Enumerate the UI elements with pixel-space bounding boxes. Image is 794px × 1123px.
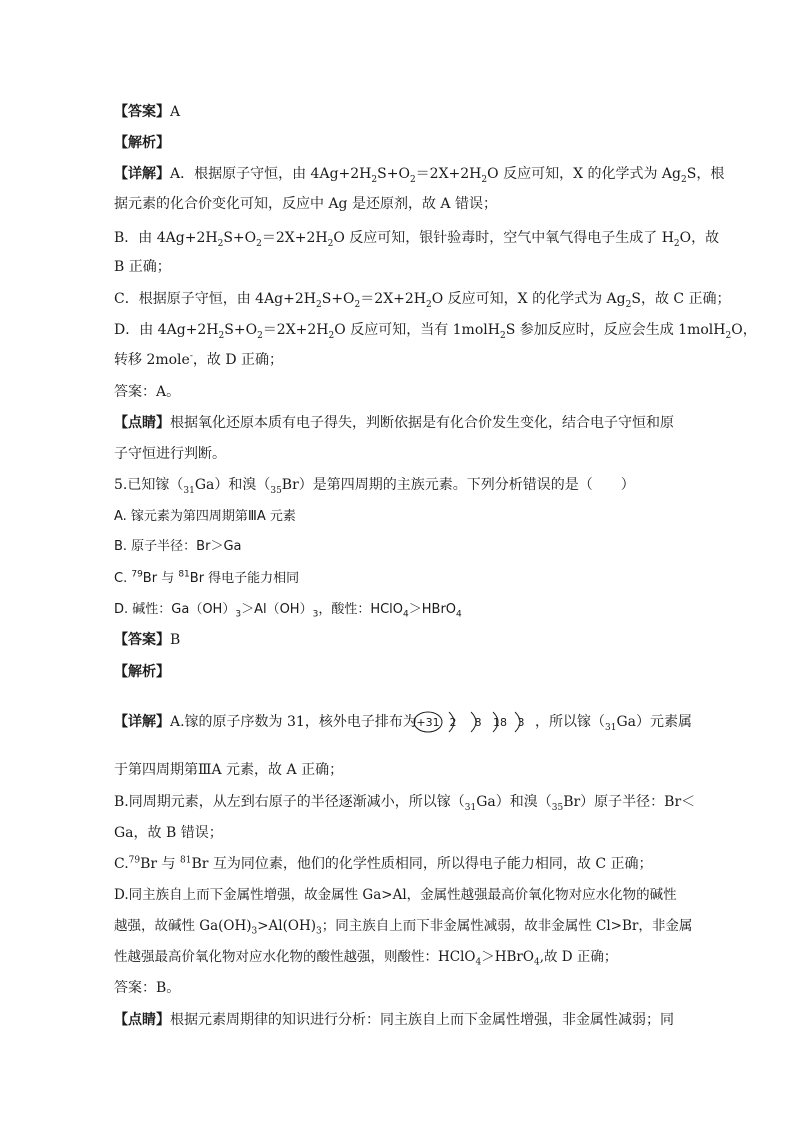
text-fragment: 2	[499, 330, 506, 341]
detail-line-tail	[535, 712, 692, 733]
text-fragment: O 反应可知，X 的化学式为 Ag	[431, 291, 626, 307]
text-fragment: 5.已知镓（	[114, 477, 184, 493]
text-fragment: 3	[316, 926, 322, 937]
final-answer	[114, 978, 684, 998]
text-fragment: 31	[605, 722, 617, 733]
text-fragment: 2	[256, 238, 262, 249]
detail-line	[114, 885, 684, 905]
text-fragment: ＝2X+2H	[261, 230, 328, 246]
final-answer	[114, 382, 684, 402]
text-fragment: 越强，故碱性 Ga(OH)	[114, 918, 252, 934]
text-fragment: A. 镓元素为第四周期第ⅢA 元素	[114, 509, 296, 524]
text-fragment: B．由 4Ag+2H	[114, 230, 218, 246]
text-fragment: Br 互为同位素，他们的化学性质相同，所以得电子能力相同，故 C 正确；	[191, 856, 653, 872]
detail-line	[114, 257, 684, 277]
text-fragment: 于第四周期第ⅢA 元素，故 A 正确；	[114, 762, 344, 778]
detail-line	[114, 164, 725, 185]
text-fragment: S+O	[377, 166, 410, 182]
text-fragment: 答案：A。	[114, 384, 181, 400]
text-fragment: ,故 D 正确；	[539, 949, 618, 965]
text-fragment: 根据元素周期律的知识进行分析：同主族自上而下金属性增强，非金属性减弱；同	[170, 1012, 674, 1028]
text-fragment: 2	[327, 238, 334, 249]
comment-tag: 【点睛】	[114, 415, 170, 431]
shell-count: 8	[474, 716, 482, 729]
text-fragment: ＞Al（OH）	[241, 602, 313, 617]
text-fragment: 81	[180, 855, 192, 866]
text-fragment: 2	[426, 299, 432, 310]
text-fragment: ，所以镓（	[535, 714, 605, 730]
text-fragment: 3	[251, 926, 258, 937]
text-fragment: 2	[481, 174, 488, 185]
text-fragment: 2	[257, 330, 263, 341]
detail-line	[114, 823, 684, 843]
detail-line	[114, 916, 693, 937]
text-fragment: ＝2X+2H	[262, 322, 329, 338]
text-fragment: B.同周期元素，从左到右原子的半径逐渐减小，所以镓（	[114, 794, 465, 810]
text-fragment: S+O	[321, 291, 355, 307]
text-fragment: 81	[178, 569, 190, 580]
text-fragment: 【答案】	[114, 632, 170, 648]
text-fragment: 【解析】	[114, 664, 170, 680]
detail-line	[114, 792, 696, 813]
text-fragment: 根据氧化还原本质有电子得失，判断依据是有化合价发生变化，结合电子守恒和原	[170, 415, 674, 431]
option-b	[114, 537, 684, 557]
option-a	[114, 507, 684, 527]
text-fragment: 2	[354, 299, 361, 310]
text-fragment: C.	[114, 571, 132, 586]
text-fragment: 2	[681, 174, 687, 185]
comment-line	[114, 413, 684, 433]
text-fragment: O，	[731, 322, 757, 338]
text-fragment: A．根据原子守恒，由 4Ag+2H	[170, 166, 372, 182]
detail-line	[114, 350, 684, 370]
text-fragment: O，故	[679, 230, 720, 246]
text-fragment: C.	[114, 856, 129, 872]
text-fragment: -	[189, 351, 193, 362]
detail-line	[114, 760, 684, 780]
text-fragment: 2	[316, 299, 322, 310]
text-fragment: 【解析】	[114, 135, 170, 151]
text-fragment: D.同主族自上而下金属性增强，故金属性 Ga>Al，金属性越强最高价氧化物对应水化物的碱性	[114, 887, 677, 903]
text-fragment: A.镓的原子序数为 31，核外电子排布为	[170, 714, 417, 730]
text-fragment: S，根	[686, 166, 725, 182]
text-fragment: 性越强最高价氧化物对应水化物的酸性越强，则酸性：HClO	[114, 949, 476, 965]
text-fragment: Br 与	[142, 571, 179, 586]
detail-line	[114, 320, 757, 341]
text-fragment: S+O	[223, 230, 257, 246]
answer-line	[114, 102, 684, 122]
text-fragment: 【点睛】	[114, 1012, 170, 1028]
shell-count: 18	[493, 716, 507, 729]
text-fragment: 31	[183, 485, 195, 496]
text-fragment: 31	[464, 802, 477, 813]
shell-count: 3	[517, 716, 525, 729]
text-fragment: 【详解】	[114, 714, 170, 730]
text-fragment: 答案：B。	[114, 980, 181, 996]
detail-line	[114, 228, 720, 249]
text-fragment: 2	[371, 174, 378, 185]
answer-line	[114, 630, 684, 650]
detail-tag: 【详解】	[114, 166, 170, 182]
text-fragment: Ga，故 B 错误；	[114, 825, 223, 841]
electron-shell-diagram	[411, 707, 531, 737]
text-fragment: S+O	[224, 322, 258, 338]
text-fragment: Ga）元素属	[616, 714, 692, 730]
text-fragment: O 反应可知，当有 1molH	[334, 322, 500, 338]
option-c	[114, 569, 684, 589]
detail-line	[114, 194, 684, 214]
text-fragment: 35	[551, 802, 564, 813]
analysis-heading	[114, 133, 684, 153]
text-fragment: 4	[403, 609, 409, 620]
text-fragment: C．根据原子守恒，由 4Ag+2H	[114, 291, 316, 307]
text-fragment: B 正确；	[114, 259, 171, 275]
text-fragment: 4	[533, 957, 540, 968]
text-fragment: 35	[270, 485, 282, 496]
text-fragment: 据元素的化合价变化可知，反应中 Ag 是还原剂，故 A 错误；	[114, 196, 497, 212]
text-fragment: B. 原子半径：Br＞Ga	[114, 539, 242, 554]
text-fragment: 79	[131, 569, 143, 580]
nucleus-label: +31	[416, 716, 440, 729]
text-fragment: 子守恒进行判断。	[114, 446, 226, 462]
text-fragment: Ga）和溴（	[476, 794, 552, 810]
text-fragment: Br 与	[140, 856, 181, 872]
detail-line	[114, 289, 731, 310]
detail-line	[114, 854, 684, 874]
text-fragment: 3	[235, 609, 242, 620]
text-fragment: B	[170, 632, 181, 648]
analysis-heading	[114, 662, 684, 682]
text-fragment: 2	[673, 238, 680, 249]
comment-line	[114, 444, 684, 464]
text-fragment: O 反应可知，银针验毒时，空气中氧气得电子生成了 H	[333, 230, 674, 246]
text-fragment: D. 碱性：Ga（OH）	[114, 602, 236, 617]
text-fragment: Br）是第四周期的主族元素。下列分析错误的是（ ）	[281, 477, 635, 493]
text-fragment: ＞HBrO	[408, 602, 457, 617]
option-d	[114, 600, 684, 620]
text-fragment: ；同主族自上而下非金属性减弱，故非金属性 Cl>Br，非金属	[321, 918, 693, 934]
shell-count: 2	[449, 716, 457, 729]
text-fragment: 2	[328, 330, 335, 341]
text-fragment: S，故 C 正确；	[631, 291, 731, 307]
text-fragment: Ga）和溴（	[194, 477, 271, 493]
text-fragment: 2	[725, 330, 732, 341]
answer-tag: 【答案】	[114, 104, 170, 120]
text-fragment: 4	[456, 609, 462, 620]
text-fragment: 2	[625, 299, 632, 310]
text-fragment: ，故 D 正确；	[192, 352, 283, 368]
text-fragment: 4	[475, 957, 482, 968]
text-fragment: D．由 4Ag+2H	[114, 322, 219, 338]
text-fragment: 2	[218, 330, 225, 341]
question-stem	[114, 475, 684, 495]
detail-line	[114, 947, 684, 967]
text-fragment: >Al(OH)	[257, 918, 316, 934]
text-fragment: ＝2X+2H	[415, 166, 482, 182]
text-fragment: O 反应可知，X 的化学式为 Ag	[487, 166, 682, 182]
text-fragment: S 参加反应时，反应会生成 1molH	[505, 322, 726, 338]
text-fragment: Br 得电子能力相同	[189, 571, 300, 586]
text-fragment: ，酸性：HClO	[318, 602, 404, 617]
text-fragment: 2	[217, 238, 224, 249]
text-fragment: ＞HBrO	[481, 949, 534, 965]
text-fragment: 2	[409, 174, 416, 185]
text-fragment: 转移 2mole	[114, 352, 190, 368]
text-fragment: ＝2X+2H	[360, 291, 427, 307]
text-fragment: Br）原子半径：Br＜	[563, 794, 696, 810]
text-fragment: 3	[312, 609, 319, 620]
text-fragment: 79	[128, 855, 141, 866]
answer-value: A	[170, 104, 181, 120]
comment-line	[114, 1010, 684, 1030]
